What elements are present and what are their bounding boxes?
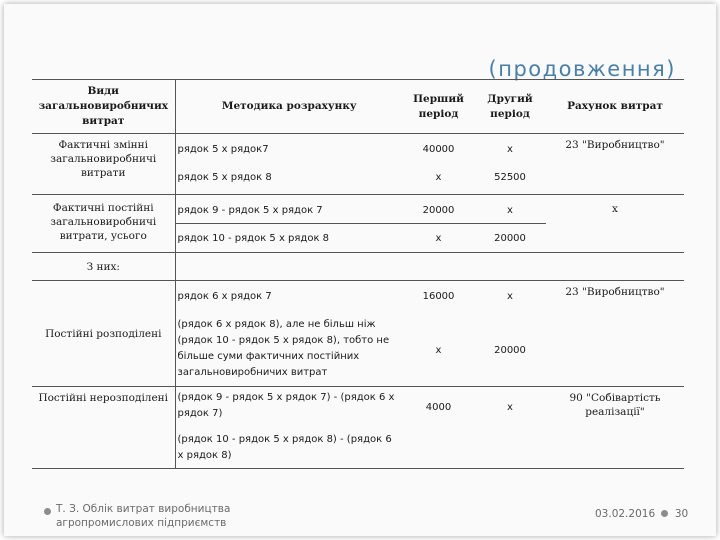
first-period-cell [403, 429, 474, 469]
header-types: Види загальновиробничих витрат [32, 80, 175, 134]
first-period-cell: 20000 [403, 195, 474, 224]
account-cell: 23 "Виробництво" [546, 281, 684, 387]
account-cell: х [546, 195, 684, 253]
second-period-cell: х [507, 291, 513, 302]
header-account: Рахунок витрат [546, 80, 684, 134]
method-cell: рядок 10 - рядок 5 х рядок 8 [175, 224, 403, 253]
method-cell: рядок 5 х рядок7 [177, 144, 269, 155]
slide-subtitle: (продовження) [488, 57, 676, 81]
method-cell: рядок 6 х рядок 7 [177, 291, 272, 302]
first-period-cell: х [403, 315, 474, 387]
second-period-cell: х [507, 144, 513, 155]
footer-caption: Т. З. Облік витрат виробництва агропромислових підприємств [56, 503, 231, 529]
second-period-cell: х [507, 402, 513, 414]
second-period-cell: 20000 [474, 315, 546, 387]
table-header-row [32, 80, 684, 134]
second-period-cell: х [474, 195, 546, 224]
account-cell: 23 "Виробництво" [546, 134, 684, 195]
footer-dot-right [661, 510, 668, 517]
header-method: Методика розрахунку [175, 80, 403, 134]
table-row [32, 253, 684, 281]
footer-date: 03.02.2016 [595, 508, 656, 520]
first-period-cell: х [403, 168, 474, 195]
category-unallocated: Постійні нерозподілені [32, 387, 175, 469]
header-second-period: Другий період [474, 80, 546, 134]
first-period-cell: 16000 [422, 291, 455, 302]
table-row [32, 134, 684, 168]
header-first-period: Перший період [403, 80, 474, 134]
second-period-cell: 52500 [474, 168, 546, 195]
table-row [32, 281, 684, 315]
method-cell: (рядок 6 х рядок 8), але не більш ніж (рядок 10 - рядок 5 х рядок 8), тобто не більше суми фактичних постійних загальновиробничих витрат [175, 315, 403, 387]
method-cell: (рядок 9 - рядок 5 х рядок 7) - (рядок 6 х рядок 7) [177, 392, 395, 419]
account-cell: 90 "Собівартість реалізації" [546, 387, 684, 469]
costs-table [32, 79, 684, 469]
category-variable: Фактичні змінні загальновиробничі витрати [32, 134, 175, 195]
category-of-which: З них: [32, 253, 175, 281]
category-fixed-total: Фактичні постійні загальновиробничі витрати, усього [32, 195, 175, 253]
footer-dot-left [44, 508, 51, 515]
method-cell: рядок 9 - рядок 5 х рядок 7 [175, 195, 403, 224]
method-cell: (рядок 10 - рядок 5 х рядок 8) - (рядок 6 х рядок 8) [175, 429, 403, 469]
second-period-cell [474, 429, 546, 469]
first-period-cell: х [403, 224, 474, 253]
page-number: 30 [674, 508, 689, 520]
table-row [32, 387, 684, 429]
second-period-cell: 20000 [474, 224, 546, 253]
table-row [32, 195, 684, 224]
first-period-cell: 4000 [425, 402, 452, 414]
first-period-cell: 40000 [422, 144, 455, 155]
category-allocated: Постійні розподілені [32, 281, 175, 387]
method-cell: рядок 5 х рядок 8 [175, 168, 403, 195]
footer-meta [595, 508, 688, 520]
